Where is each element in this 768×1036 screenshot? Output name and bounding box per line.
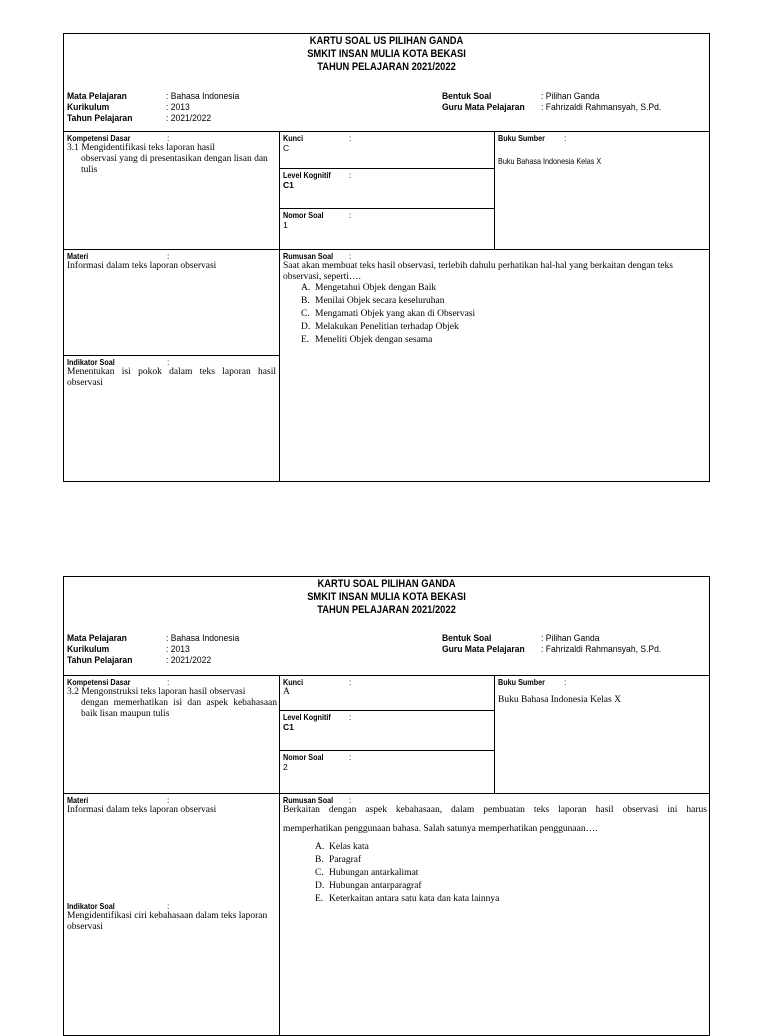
header-info-right: Bentuk Soal : Pilihan Ganda Guru Mata Pelajaran : Fahrizaldi Rahmansyah, S.Pd. [442,91,662,113]
rumusan-soal-text: Saat akan membuat teks hasil observasi, terlebih dahulu perhatikan hal-hal yang berkaitan dengan teks observasi, seperti…. [283,261,673,282]
nomor-soal-value: 1 [283,220,288,230]
option-d: D. Melakukan Penelitian terhadap Objek [301,322,459,332]
level-kognitif-cell: Level Kognitif : C1 [283,170,483,190]
level-kognitif-label: Level Kognitif [283,712,331,722]
materi-cell: Materi : Informasi dalam teks laporan observasi [67,795,277,816]
kompetensi-dasar-cell: Kompetensi Dasar : 3.2 Mengonstruksi teks laporan hasil observasi dengan memerhatikan isi dan aspek kebahasaan baik lisan maupun tulis [67,677,277,719]
header-info-left: Mata Pelajaran : Bahasa Indonesia Kurikulum : 2013 Tahun Pelajaran : 2021/2022 [67,633,240,666]
indikator-soal-cell: Indikator Soal : Mengidentifikasi ciri kebahasaan dalam teks laporan observasi [67,901,276,933]
buku-sumber-cell: Buku Sumber : Buku Bahasa Indonesia Kelas X [498,133,708,166]
indikator-soal-value: Mengidentifikasi ciri kebahasaan dalam teks laporan observasi [67,911,268,932]
materi-cell: Materi : Informasi dalam teks laporan observasi [67,251,277,272]
option-e: E. Meneliti Objek dengan sesama [301,335,433,345]
indikator-soal-label: Indikator Soal [67,901,115,911]
rumusan-soal-cell: Rumusan Soal : Saat akan membuat teks hasil observasi, terlebih dahulu perhatikan hal-hal yang berkaitan dengan teks observasi, seperti…. A. Mengetahui Objek dengan Baik B. Menilai Objek secara keseluruhan C. Mengamati Objek yang akan di Observasi D. Melakukan Penelitian terhadap Objek E. Meneliti Objek dengan sesama [283,251,707,347]
option-c: C. Hubungan antarkalimat [315,868,419,878]
nomor-soal-label: Nomor Soal [283,210,324,220]
indikator-soal-label: Indikator Soal [67,357,115,367]
level-kognitif-value: C1 [283,180,294,190]
answer-options [283,282,707,347]
option-c: C. Mengamati Objek yang akan di Observasi [301,309,476,319]
rumusan-soal-label: Rumusan Soal [283,251,334,261]
materi-label: Materi [67,251,89,261]
kunci-label: Kunci [283,677,304,687]
kompetensi-dasar-value: 3.2 Mengonstruksi teks laporan hasil observasi dengan memerhatikan isi dan aspek kebahasaan baik lisan maupun tulis [67,687,277,719]
materi-value: Informasi dalam teks laporan observasi [67,805,217,815]
nomor-soal-label: Nomor Soal [283,752,324,762]
nomor-soal-cell: Nomor Soal : 2 [283,752,483,772]
option-d: D. Hubungan antarparagraf [315,881,422,891]
level-kognitif-label: Level Kognitif [283,170,331,180]
option-b: B. Menilai Objek secara keseluruhan [301,296,445,306]
card-title: KARTU SOAL US PILIHAN GANDA SMKIT INSAN MULIA KOTA BEKASI TAHUN PELAJARAN 2021/2022 [307,35,466,73]
option-b: B. Paragraf [315,855,362,865]
kompetensi-dasar-label: Kompetensi Dasar [67,677,131,687]
header-info-right: Bentuk Soal : Pilihan Ganda Guru Mata Pelajaran : Fahrizaldi Rahmansyah, S.Pd. [442,633,662,655]
kompetensi-dasar-label: Kompetensi Dasar [67,133,131,143]
option-a: A. Kelas kata [315,842,369,852]
rumusan-soal-label: Rumusan Soal [283,795,334,805]
kompetensi-dasar-cell: Kompetensi Dasar : 3.1 Mengidentifikasi teks laporan hasil observasi yang di presentasikan dengan lisan dan tulis [67,133,277,176]
materi-value: Informasi dalam teks laporan observasi [67,261,217,271]
kunci-cell: Kunci : A [283,677,483,698]
kunci-value: A [283,687,290,697]
materi-label: Materi [67,795,89,805]
level-kognitif-cell: Level Kognitif : C1 [283,712,483,732]
kompetensi-dasar-value: 3.1 Mengidentifikasi teks laporan hasil observasi yang di presentasikan dengan lisan dan tulis [67,143,268,175]
buku-sumber-cell: Buku Sumber : Buku Bahasa Indonesia Kelas X [498,677,708,706]
answer-options [283,841,707,906]
buku-sumber-value: Buku Bahasa Indonesia Kelas X [498,695,621,705]
indikator-soal-cell: Indikator Soal : Menentukan isi pokok dalam teks laporan hasil observasi [67,357,276,388]
buku-sumber-value: Buku Bahasa Indonesia Kelas X [498,156,602,166]
kunci-label: Kunci [283,133,304,143]
option-a: A. Mengetahui Objek dengan Baik [301,283,437,293]
option-e: E. Keterkaitan antara satu kata dan kata lainnya [315,894,500,904]
nomor-soal-cell: Nomor Soal : 1 [283,210,483,230]
header-info-left: Mata Pelajaran : Bahasa Indonesia Kurikulum : 2013 Tahun Pelajaran : 2021/2022 [67,91,240,124]
kunci-value: C [283,143,290,153]
buku-sumber-label: Buku Sumber [498,133,545,143]
nomor-soal-value: 2 [283,762,288,772]
rumusan-soal-cell: Rumusan Soal : Berkaitan dengan aspek kebahasaan, dalam pembuatan teks laporan hasil observasi ini harus memperhatikan penggunaan bahasa. Salah satunya memperhatikan penggunaan…. A. Kelas kata B. Paragraf C. Hubungan antarkalimat D. Hubungan antarparagraf E. Keterkaitan antara satu kata dan kata lainnya [283,795,707,904]
buku-sumber-label: Buku Sumber [498,677,545,687]
rumusan-soal-text: Berkaitan dengan aspek kebahasaan, dalam pembuatan teks laporan hasil observasi ini harus memperhatikan penggunaan bahasa. Salah satunya memperhatikan penggunaan…. [283,805,707,834]
indikator-soal-value: Menentukan isi pokok dalam teks laporan hasil observasi [67,367,276,388]
question-card-2 [63,576,710,1036]
kunci-cell: Kunci : C [283,133,483,153]
question-card-1 [63,33,710,482]
level-kognitif-value: C1 [283,722,294,732]
card-title: KARTU SOAL PILIHAN GANDA SMKIT INSAN MULIA KOTA BEKASI TAHUN PELAJARAN 2021/2022 [307,578,466,616]
